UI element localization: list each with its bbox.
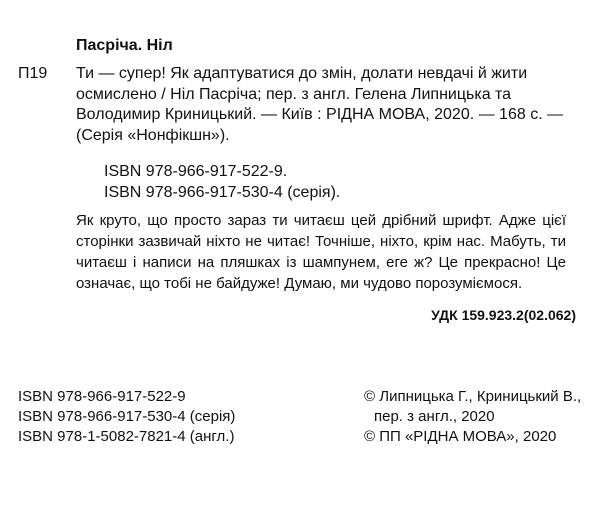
udk-code: УДК 159.923.2(02.062) xyxy=(431,307,576,323)
isbn-main-block xyxy=(104,162,340,203)
isbn-bottom-english-line: ISBN 978-1-5082-7821-4 (англ.) xyxy=(18,428,235,445)
bibliographic-description: Ти — супер! Як адаптуватися до змін, долати невдачі й жити осмислено / Ніл Пасріча; пер. з англ. Гелена Липницька та Володимир Криницький. — Київ : РІДНА МОВА, 2020. — 168 с. — (Серія «Нонфікшн»). xyxy=(76,65,564,144)
copyright-block xyxy=(364,387,581,447)
copyright-publisher: © ПП «РІДНА МОВА», 2020 xyxy=(364,428,557,445)
isbn-list-bottom xyxy=(18,387,235,447)
author-heading: Пасріча. Ніл xyxy=(76,37,173,54)
copyright-translation-year: пер. з англ., 2020 xyxy=(374,408,495,425)
annotation-text: Як круто, що просто зараз ти читаєш цей дрібний шрифт. Адже цієї сторінки зазвичай ніхто не читає! Точніше, ніхто, крім нас. Мабуть, ти читаєш і написи на пляшках із шампунем, еге ж? Це прекрасно! Це означає, що тобі не байдуже! Думаю, ми чудово порозуміємося. xyxy=(76,212,566,292)
isbn-bottom-line: ISBN 978-966-917-522-9 xyxy=(18,388,186,405)
isbn-line: ISBN 978-966-917-522-9. xyxy=(104,163,288,180)
isbn-bottom-series-line: ISBN 978-966-917-530-4 (серія) xyxy=(18,408,236,425)
isbn-series-line: ISBN 978-966-917-530-4 (серія). xyxy=(104,183,341,201)
annotation-note xyxy=(76,210,566,294)
copyright-translators: © Липницька Г., Криницький В., xyxy=(364,388,582,405)
library-classmark: П19 xyxy=(18,65,48,82)
